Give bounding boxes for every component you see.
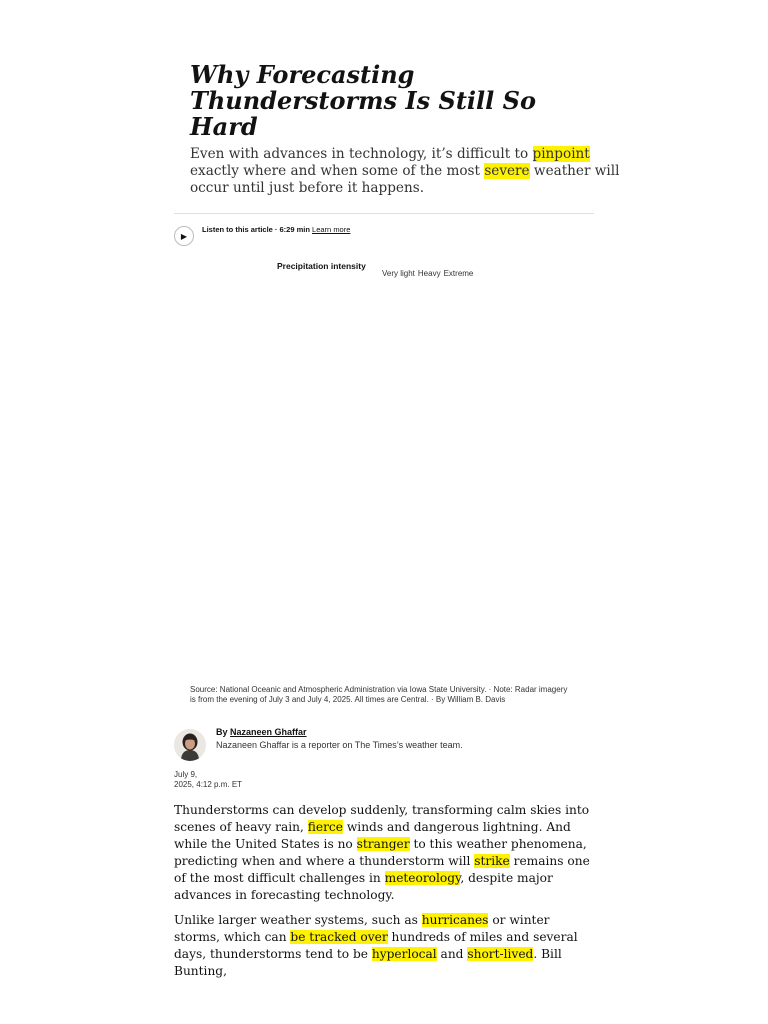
highlighted-word[interactable]: hurricanes <box>421 913 489 927</box>
legend-scale <box>382 269 476 278</box>
date-line-2: 2025, 4:12 p.m. ET <box>174 780 243 789</box>
divider <box>174 213 594 214</box>
publish-date <box>174 770 264 790</box>
article-body <box>174 802 599 988</box>
body-text: or winter storms, which can <box>174 913 550 944</box>
body-text: Thunderstorms can develop suddenly, transforming calm skies into scenes of heavy rain, <box>174 803 590 834</box>
highlighted-word[interactable]: pinpoint <box>532 146 590 162</box>
headline-line-1: Why Forecasting <box>190 60 415 89</box>
radar-graphic <box>174 282 594 680</box>
legend-level-very-light: Very light <box>382 269 415 278</box>
highlighted-word[interactable]: fierce <box>307 820 343 834</box>
byline <box>216 727 496 751</box>
play-button[interactable] <box>174 226 194 246</box>
article-headline <box>190 62 610 140</box>
summary-text: weather will occur until just before it happens. <box>190 163 620 196</box>
body-paragraph <box>174 912 599 980</box>
date-line-1: July 9, <box>174 770 198 779</box>
author-bio: Nazaneen Ghaffar is a reporter on The Times’s weather team. <box>216 740 463 750</box>
play-icon: ▶ <box>180 231 188 241</box>
body-text: to this weather phenomena, predicting when and where a thunderstorm will <box>174 837 587 868</box>
body-text: Unlike larger weather systems, such as <box>174 913 422 927</box>
legend-level-heavy: Heavy <box>417 269 441 278</box>
listen-label: Listen to this article · 6:29 min <box>202 225 310 234</box>
summary-text: Even with advances in technology, it’s difficult to <box>190 146 533 162</box>
body-text: . Bill Bunting, <box>174 947 562 978</box>
body-text: remains one of the most difficult challenges in <box>174 854 590 885</box>
article-summary <box>190 146 620 197</box>
highlighted-word[interactable]: meteorology <box>384 871 461 885</box>
highlighted-word[interactable]: hyperlocal <box>371 947 437 961</box>
byline-prefix: By <box>216 727 228 737</box>
headline-line-3: Hard <box>190 112 258 141</box>
highlighted-word[interactable]: strike <box>474 854 510 868</box>
learn-more-link[interactable]: Learn more <box>312 225 351 234</box>
audio-label <box>202 226 362 234</box>
highlighted-word[interactable]: be tracked over <box>290 930 388 944</box>
audio-player <box>174 226 362 246</box>
author-avatar[interactable] <box>174 729 206 761</box>
legend-level-extreme: Extreme <box>443 269 474 278</box>
author-photo <box>174 729 206 761</box>
graphic-source-note: Source: National Oceanic and Atmospheric Administration via Iowa State University. · Note: Radar imagery is from the evening of July 3 and July 4, 2025. All times are Central. · By William B. Davis <box>190 685 568 704</box>
headline-line-2: Thunderstorms Is Still So <box>190 86 536 115</box>
highlighted-word[interactable]: stranger <box>356 837 410 851</box>
body-text: hundreds of miles and several days, thunderstorms tend to be <box>174 930 578 961</box>
body-text: , despite major advances in forecasting technology. <box>174 871 553 902</box>
legend-title: Precipitation intensity <box>277 261 366 271</box>
highlighted-word[interactable]: severe <box>484 163 530 179</box>
body-paragraph <box>174 802 599 904</box>
body-text: and <box>436 947 468 961</box>
body-text: winds and dangerous lightning. And while the United States is no <box>174 820 571 851</box>
highlighted-word[interactable]: short-lived <box>467 947 534 961</box>
summary-text: exactly where and when some of the most <box>190 163 485 179</box>
author-link[interactable]: Nazaneen Ghaffar <box>230 727 307 737</box>
